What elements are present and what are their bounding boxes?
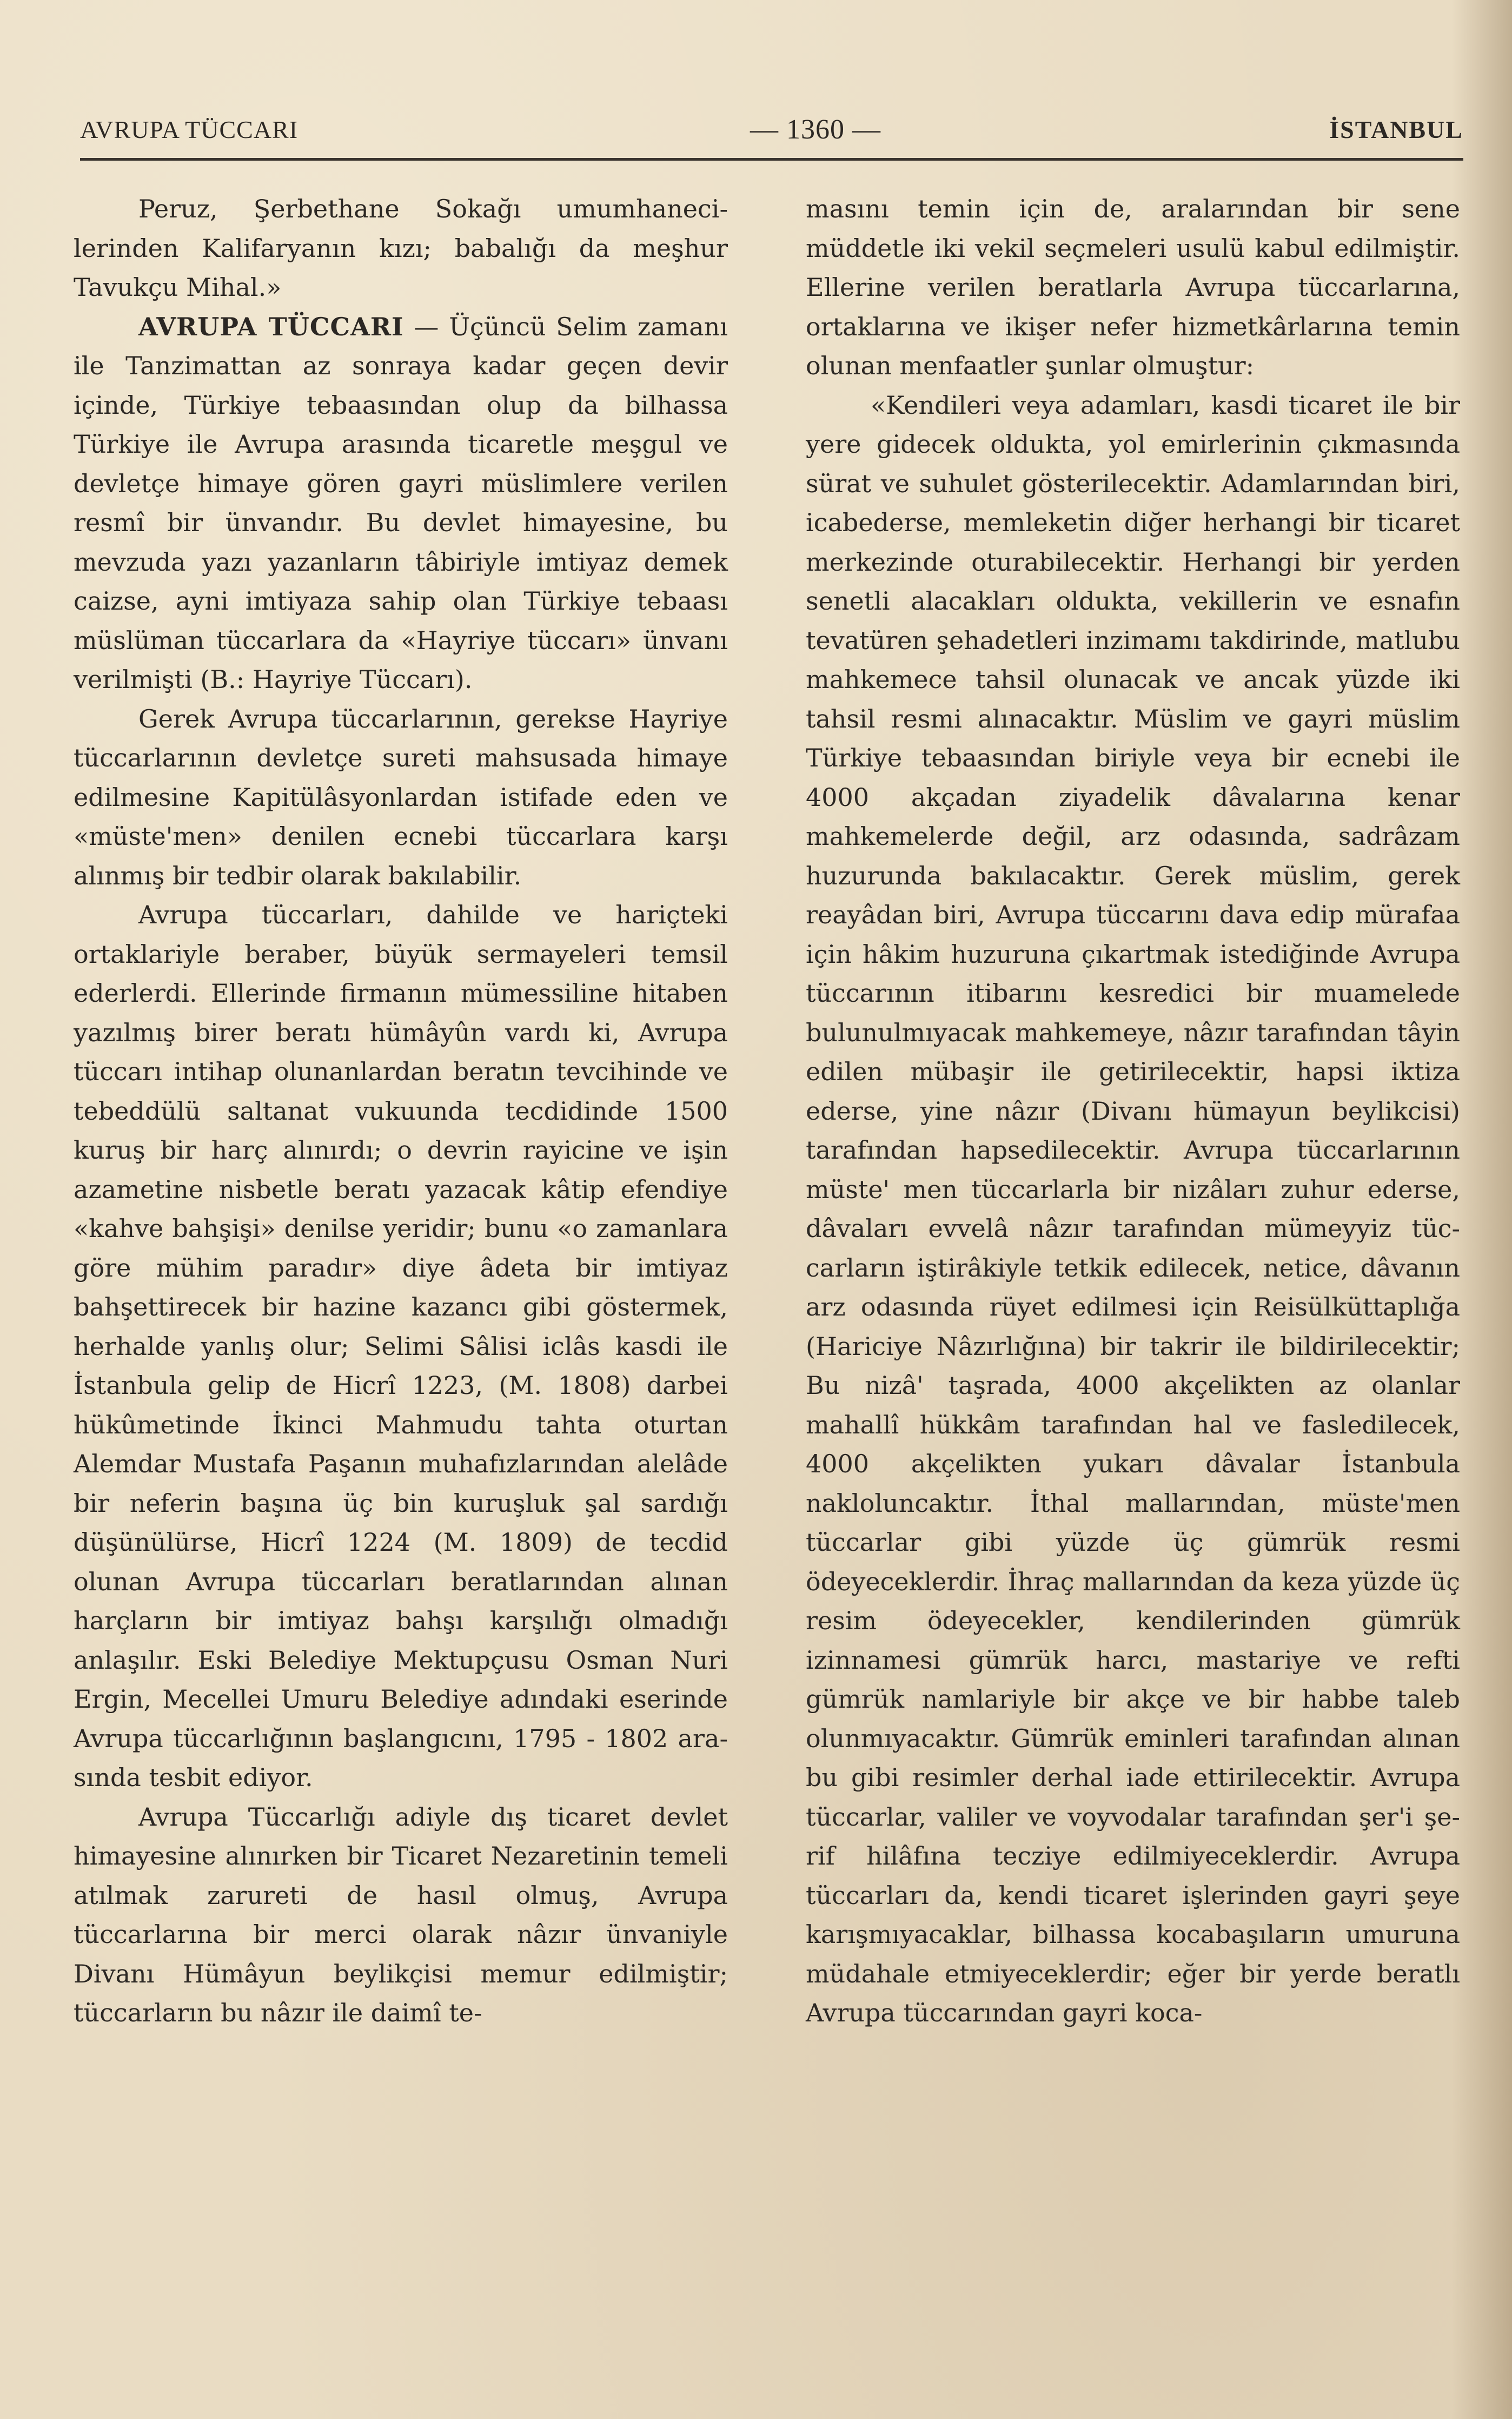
paragraph: Avrupa tüccarları, dahilde ve hariçteki ortaklariyle beraber, büyük sermayeleri temsil ederlerdi. Ellerinde firmanın mümessiline hitaben yazılmış birer beratı hümâyûn vardı ki, Avrupa tüccarı intihap olunanlardan beratın tevcihinde ve tebeddülü saltanat vukuunda tecdidinde 1500 kuruş bir harç alınırdı; o devrin rayicine ve işin azametine nisbetle beratı yazacak kâtip efendiye «kahve bahşişi» denilse yeridir; bunu «o zamanlara göre mühim paradır» diye âdeta bir imtiyaz bahşettirecek bir hazine kazancı gibi göstermek, herhalde yanlış olur; Selimi Sâlisi iclâs kasdi ile İstanbula gelip de Hicrî 1223, (M. 1808) darbei hükûmetinde İkinci Mahmudu tahta oturtan Alemdar Mustafa Paşanın muhafızlarından alelâde bir neferin başına üç bin kuruşluk şal sardığı düşünülürse, Hicrî 1224 (M. 1809) de tecdid olunan Avrupa tüccarları beratlarından alınan harçların bir imtiyaz bahşı karşılığı olmadığı anlaşılır. Eski Belediye Mektupçusu Osman Nuri Ergin, Mecellei Umuru Belediye adındaki eserinde Avrupa tüccarlığının başlangıcını, 1795 - 1802 arasında tesbit ediyor.	[74, 900, 728, 1792]
entry-heading: AVRUPA TÜCCARI	[138, 312, 404, 341]
quoted-paragraph: «Kendileri veya adamları, kasdi ticaret ile bir yere gidecek oldukta, yol emirlerinin çıkmasında sürat ve suhulet gösterilecektir. Adamlarından biri, icabederse, memleketin diğer herhangi bir ticaret merkezinde oturabilecektir. Herhangi bir yerden senetli alacakları oldukta, vekillerin ve esnafın tevatüren şehadetleri inzimamı takdirinde, matlubu mahkemece tahsil olunacak ve ancak yüzde iki tahsil resmi alınacaktır. Müslim ve gayri müslim Türkiye tebaasından biriyle veya bir ecnebi ile 4000 akçadan ziyadelik dâvalarına kenar mahkemelerde değil, arz odasında, sadrâzam huzurunda bakılacaktır. Gerek müslim, gerek reayâdan biri, Avrupa tüccarını dava edip mürafaa için hâkim huzuruna çıkartmak istediğinde Avrupa tüccarının itibarını kesredici bir muamelede bulunulmıyacak mahkemeye, nâzır tarafından tâyin edilen mübaşir ile getirilecektir, hapsi iktiza ederse, yine nâzır (Divanı hümayun beylikcisi) tarafından hapsedilecektir. Avrupa tüccarlarının müste' men tüccarlarla bir nizâları zuhur ederse, dâvaları evvelâ nâzır tarafından mümeyyiz tüccarların iştirâkiyle tetkik edilecek, netice, dâvanın arz odasında rüyet edilmesi için Reisülküttaplığa (Hariciye Nâzırlığına) bir takrir ile bildirilecektir; Bu nizâ' taşrada, 4000 akçelikten az olanlar mahallî hükkâm tarafından hal ve fasledilecek, 4000 akçelikten yukarı dâvalar İstanbula nakloluncaktır. İthal mallarından, müste'men tüccarlar gibi yüzde üç gümrük resmi ödeyeceklerdir. İhraç mallarından da keza yüzde üç resim ödeyecekler, kendilerinden gümrük izinnamesi gümrük harcı, mastariye ve refti gümrük namlariyle bir akçe ve bir habbe taleb olunmıyacaktır. Gümrük eminleri tarafından alınan bu gibi resimler derhal iade ettirilecektir. Avrupa tüccarlar, valiler ve voyvodalar tarafından şer'i şerif hilâfına tecziye edilmiyeceklerdir. Avrupa tüccarları da, kendi ticaret işlerinden gayri şeye karışmıyacaklar, bilhassa kocabaşıların umuruna müdahale etmiyeceklerdir; eğer bir yerde beratlı Avrupa tüccarından gayri koca-	[806, 390, 1460, 2027]
left-column	[74, 189, 728, 2033]
paragraph: Gerek Avrupa tüccarlarının, gerekse Hayriye tüccarlarının devletçe sureti mahsusada himaye edilmesine Kapitülâsyonlardan istifade eden ve «müste'men» denilen ecnebi tüccarlara karşı alınmış bir tedbir olarak bakılabilir.	[74, 704, 728, 890]
header-volume-title: İSTANBUL	[1329, 116, 1463, 143]
encyclopedia-entry-paragraph	[74, 307, 728, 699]
paragraph: Avrupa Tüccarlığı adiyle dış ticaret devlet himayesine alınırken bir Ticaret Nezaretinin temeli atılmak zarureti de hasıl olmuş, Avrupa tüccarlarına bir merci olarak nâzır ünvaniyle Divanı Hümâyun beylikçisi memur edilmiştir; tüccarların bu nâzır ile daimî te-	[74, 1802, 728, 2027]
entry-text: Üçüncü Selim zamanı ile Tanzimattan az sonraya kadar geçen devir içinde, Türkiye tebaasından olup da bilhassa Türkiye ile Avrupa arasında ticaretle meşgul ve devletçe himaye gören gayri müslimlere verilen resmî bir ünvandır. Bu devlet himayesine, bu mevzuda yazı yazanların tâbiriyle imtiyaz demek caizse, ayni imtiyaza sahip olan Türkiye tebaası müslüman tüccarlara da «Hayriye tüccarı» ünvanı verilmişti (B.: Hayriye Tüccarı).	[74, 312, 728, 694]
paragraph-continuation: masını temin için de, aralarından bir sene müddetle iki vekil seçmeleri usulü kabul edilmiştir. Ellerine verilen beratlarla Avrupa tüccarlarına, ortaklarına ve ikişer nefer hizmetkârlarına temin olunan menfaatler şunlar olmuştur:	[806, 194, 1460, 380]
running-header	[80, 108, 1463, 151]
entry-dash: —	[403, 312, 449, 341]
right-column	[806, 189, 1460, 2033]
page-number: — 1360 —	[750, 114, 881, 145]
header-rule	[80, 158, 1463, 161]
paragraph-continuation: Peruz, Şerbethane Sokağı umumhanecilerinden Kalifaryanın kızı; babalığı da meşhur Tavukçu Mihal.»	[74, 194, 728, 302]
header-entry-title: AVRUPA TÜCCARI	[80, 116, 299, 143]
